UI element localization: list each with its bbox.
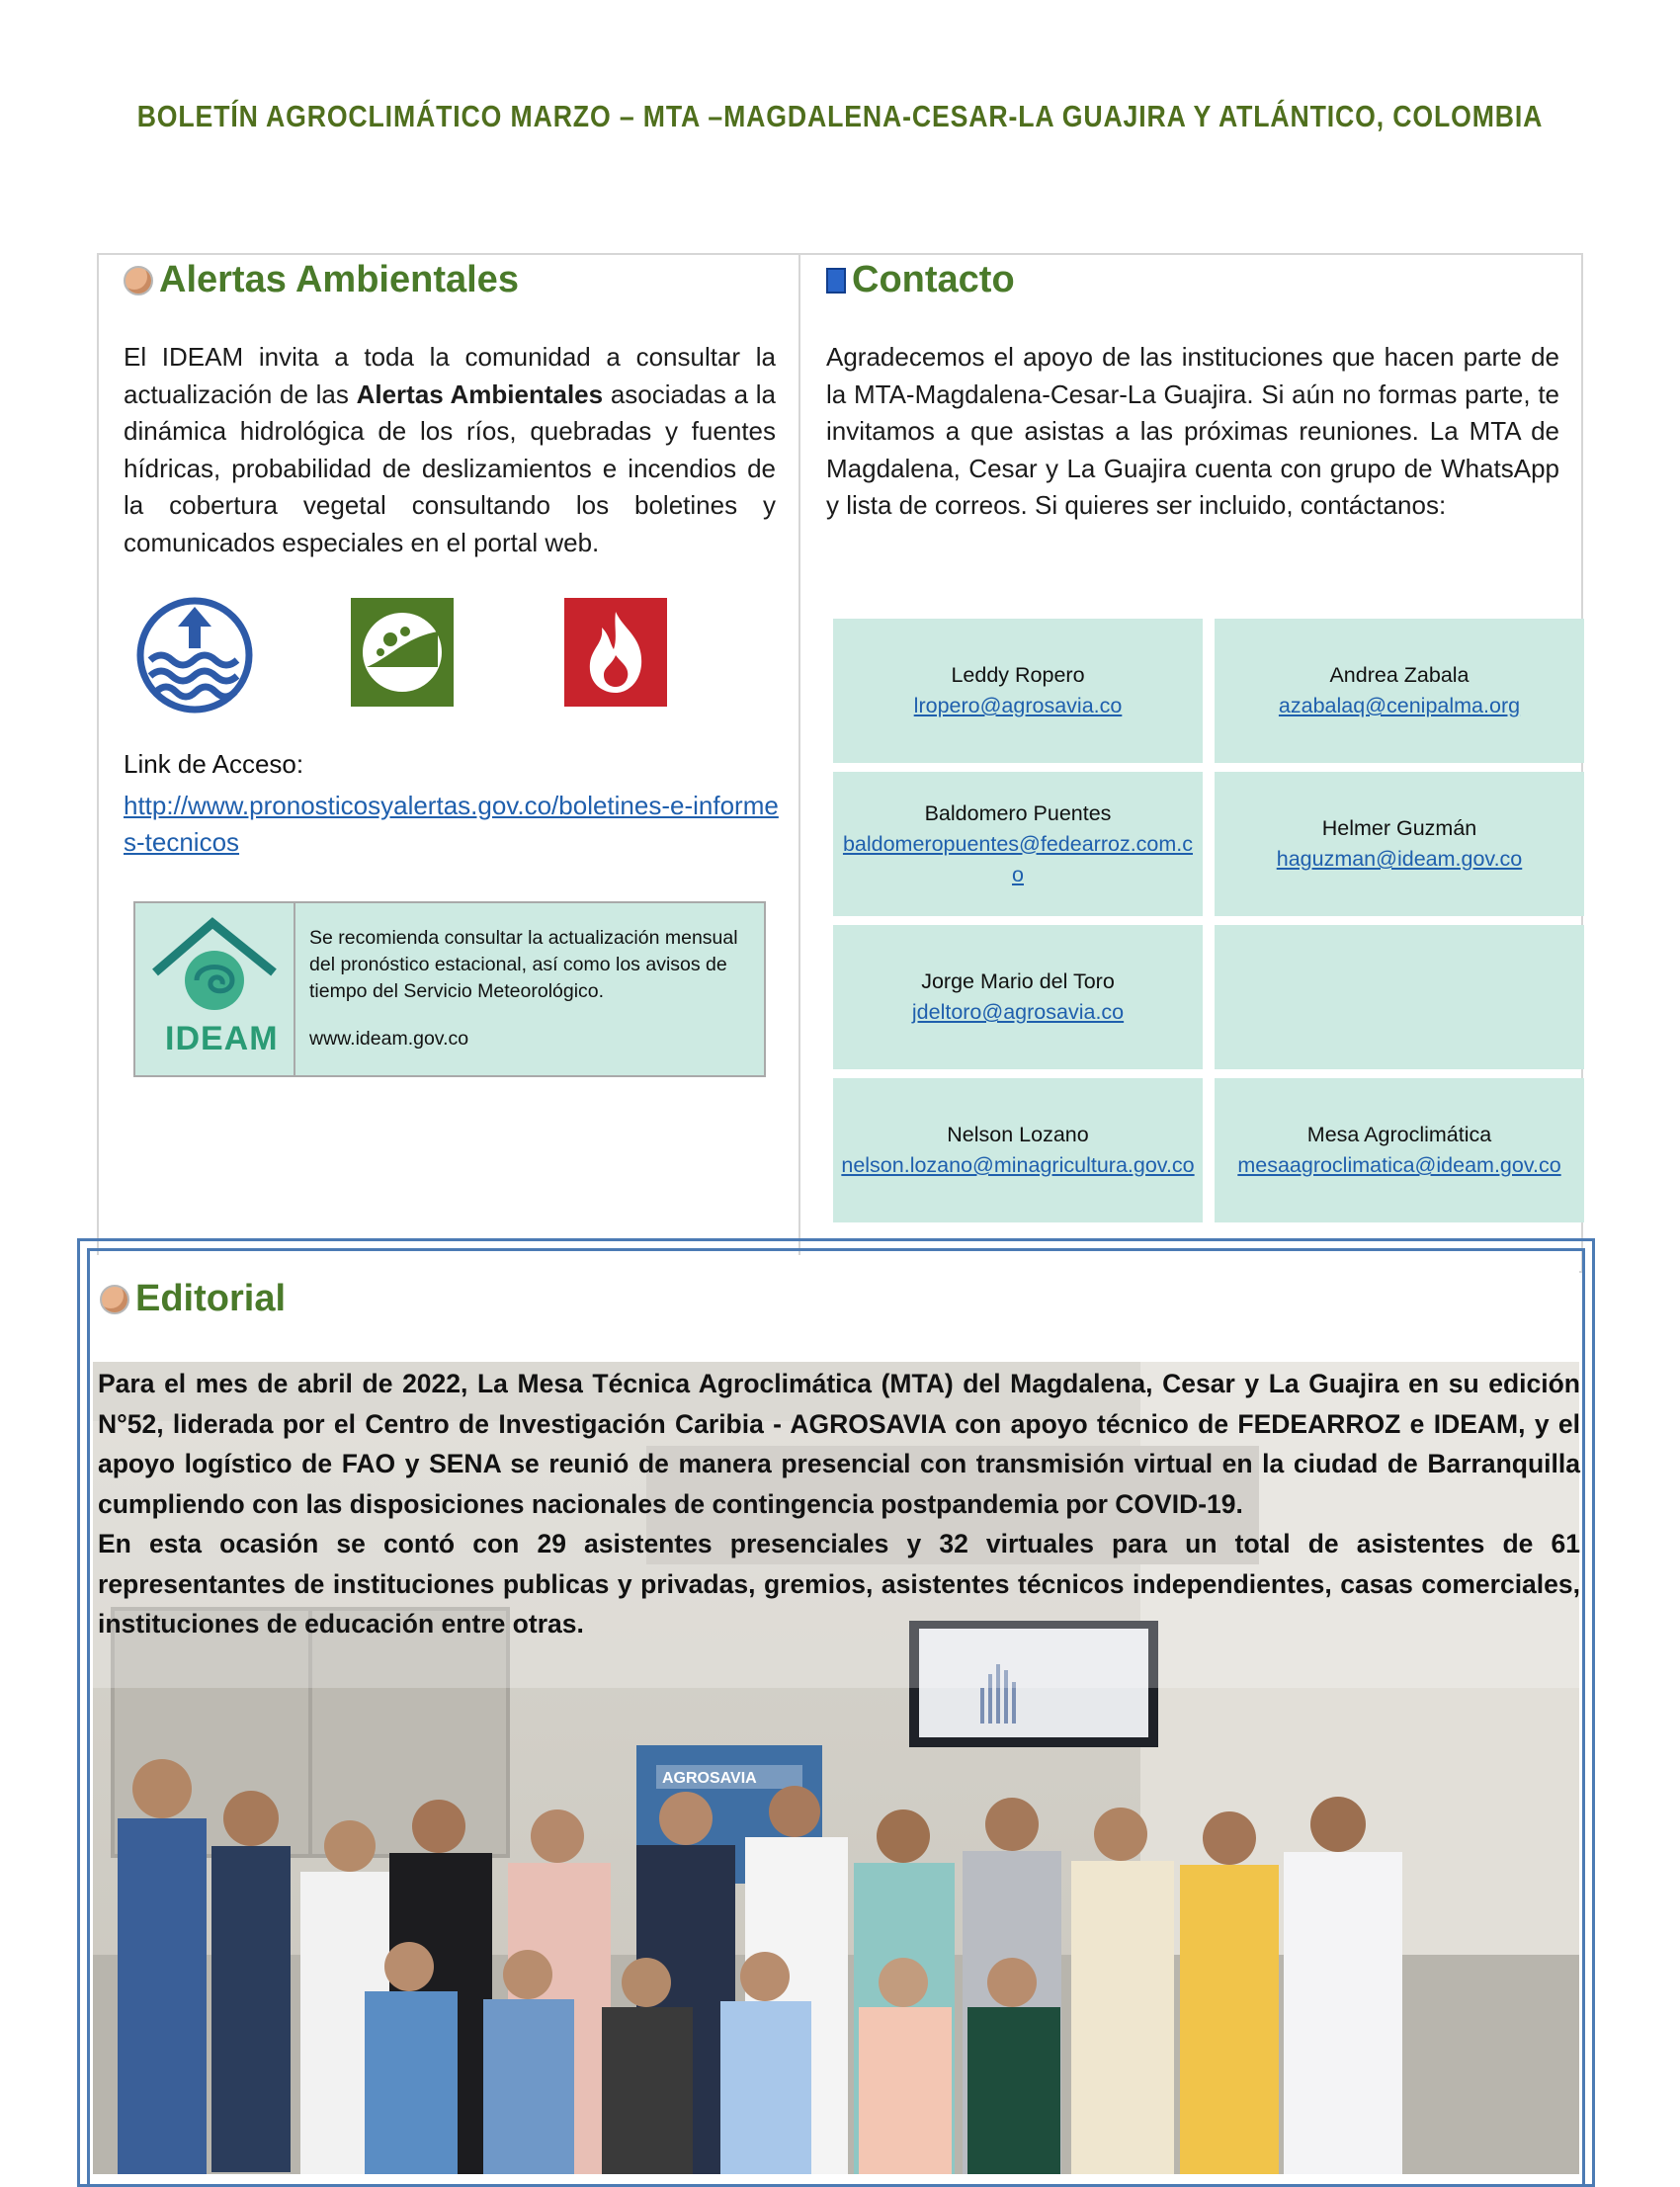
contact-email[interactable]: jdeltoro@agrosavia.co <box>911 1000 1125 1024</box>
contact-name: Jorge Mario del Toro <box>921 969 1115 993</box>
book-icon <box>826 268 846 294</box>
alertas-link[interactable]: http://www.pronosticosyalertas.gov.co/boletines-e-informes-tecnicos <box>124 791 779 857</box>
link-label: Link de Acceso: <box>124 749 304 779</box>
ideam-recommendation: Se recomienda consultar la actualización mensual del pronóstico estacional, así como los avisos de tiempo del Servicio Meteorológico. <box>309 927 738 1002</box>
contacto-title-text: Contacto <box>852 259 1015 300</box>
ideam-logo-icon <box>135 903 294 1022</box>
contact-email[interactable]: baldomeropuentes@fedearroz.com.co <box>842 831 1194 886</box>
thumbs-up-icon <box>100 1285 129 1314</box>
contact-name: Baldomero Puentes <box>924 800 1112 825</box>
contact-name: Helmer Guzmán <box>1321 816 1477 840</box>
page-title: BOLETÍN AGROCLIMÁTICO MARZO – MTA –MAGDALENA-CESAR-LA GUAJIRA Y ATLÁNTICO, COLOMBIA <box>136 99 1544 133</box>
contact-email[interactable]: azabalaq@cenipalma.org <box>1278 694 1521 717</box>
thumbs-up-icon <box>124 266 153 295</box>
alertas-section-title <box>124 259 519 301</box>
fire-alert-icon <box>564 598 667 707</box>
contact-card <box>1215 772 1584 916</box>
contact-card <box>833 619 1203 763</box>
contacto-section-title <box>826 259 1015 301</box>
editorial-text <box>98 1364 1580 1644</box>
contact-card <box>833 925 1203 1069</box>
ideam-website[interactable]: www.ideam.gov.co <box>309 1028 469 1050</box>
editorial-section-title <box>100 1278 286 1320</box>
editorial-paragraph-1: Para el mes de abril de 2022, La Mesa Técnica Agroclimática (MTA) del Magdalena, Cesar y La Guajira en su edición N°52, liderada por el Centro de Investigación Caribia - AGROSAVIA con apoyo técnico de FEDEARROZ e IDEAM, y el apoyo logístico de FAO y SENA se reunió de manera presencial con transmisión virtual en la ciudad de Barranquilla cumpliendo con las disposiciones nacionales de contingencia postpandemia por COVID-19. <box>98 1369 1580 1519</box>
editorial-title-text: Editorial <box>135 1278 287 1319</box>
alertas-title-text: Alertas Ambientales <box>159 259 519 300</box>
contact-card <box>833 1078 1203 1222</box>
ideam-logo <box>135 903 295 1075</box>
contact-email[interactable]: nelson.lozano@minagricultura.gov.co <box>841 1153 1195 1177</box>
contact-name: Leddy Ropero <box>951 663 1085 687</box>
column-divider <box>798 253 800 1273</box>
ideam-info-box <box>133 901 766 1077</box>
contact-card-empty <box>1215 925 1584 1069</box>
ideam-logo-text: IDEAM <box>165 1020 279 1057</box>
contacto-paragraph: Agradecemos el apoyo de las instituciones que hacen parte de la MTA-Magdalena-Cesar-La Guajira. Si aún no formas parte, te invitamos a que asistas a las próximas reuniones. La MTA de Magdalena, Cesar y La Guajira cuenta con grupo de WhatsApp y lista de correos. Si quieres ser incluido, contáctanos: <box>826 342 1559 520</box>
agrosavia-banner-text: AGROSAVIA <box>662 1770 757 1787</box>
contact-name: Andrea Zabala <box>1329 663 1470 687</box>
alertas-paragraph: El IDEAM invita a toda la comunidad a consultar la actualización de las Alertas Ambientales asociadas a la dinámica hidrológica de los ríos, quebradas y fuentes hídricas, probabilidad de deslizamientos e incendios de la cobertura vegetal consultando los boletines y comunicados especiales en el portal web. <box>124 342 776 557</box>
contact-card <box>833 772 1203 916</box>
contact-card <box>1215 619 1584 763</box>
editorial-header-area <box>93 1255 1579 1362</box>
contact-email[interactable]: lropero@agrosavia.co <box>913 694 1123 717</box>
landslide-alert-icon <box>351 598 454 707</box>
contact-email[interactable]: haguzman@ideam.gov.co <box>1276 847 1523 871</box>
contact-name: Mesa Agroclimática <box>1306 1123 1492 1146</box>
hydrology-alert-icon <box>136 597 253 714</box>
contact-card <box>1215 1078 1584 1222</box>
contact-email[interactable]: mesaagroclimatica@ideam.gov.co <box>1237 1153 1561 1177</box>
editorial-paragraph-2: En esta ocasión se contó con 29 asistentes presenciales y 32 virtuales para un total de asistentes de 61 representantes de instituciones publicas y privadas, gremios, asistentes técnicos independientes, casas comerciales, instituciones de educación entre otras. <box>98 1529 1580 1639</box>
contact-name: Nelson Lozano <box>947 1123 1089 1146</box>
